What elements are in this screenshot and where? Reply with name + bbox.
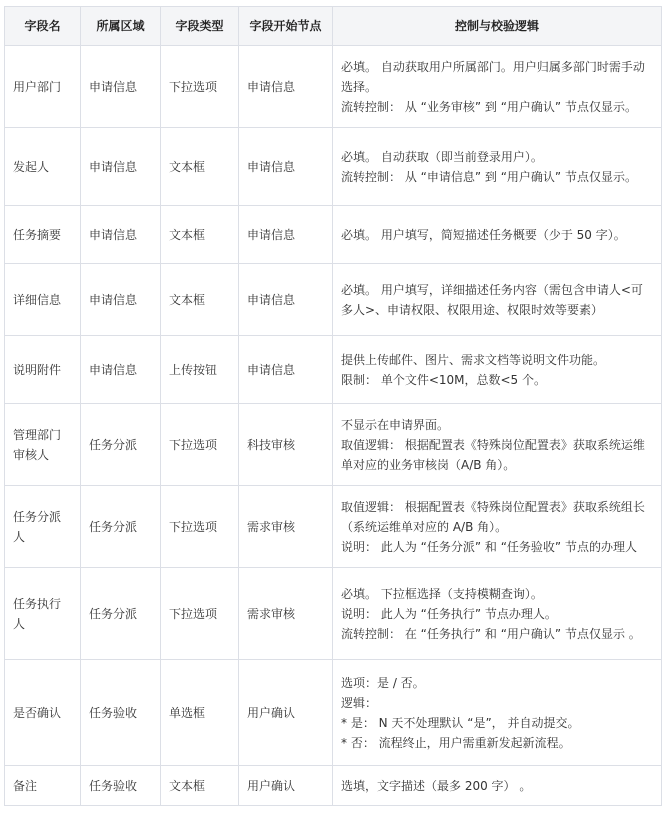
cell-start-node: 申请信息 bbox=[239, 206, 333, 264]
cell-area: 申请信息 bbox=[81, 264, 161, 336]
cell-field-name: 说明附件 bbox=[5, 336, 81, 404]
table-row bbox=[5, 568, 662, 660]
cell-start-node: 申请信息 bbox=[239, 46, 333, 128]
logic-line: 逻辑： bbox=[341, 695, 378, 710]
logic-line: 流转控制： 从 “业务审核” 到 “用户确认” 节点仅显示。 bbox=[341, 99, 637, 114]
cell-field-name: 用户部门 bbox=[5, 46, 81, 128]
cell-field-name: 是否确认 bbox=[5, 660, 81, 766]
header-field-type: 字段类型 bbox=[161, 7, 239, 46]
cell-field-name: 任务执行人 bbox=[5, 568, 81, 660]
field-spec-table-container bbox=[4, 6, 662, 806]
cell-field-name: 发起人 bbox=[5, 128, 81, 206]
table-row bbox=[5, 128, 662, 206]
logic-line: 说明： 此人为 “任务分派” 和 “任务验收” 节点的办理人 bbox=[341, 539, 637, 554]
cell-area: 任务验收 bbox=[81, 766, 161, 806]
logic-line: 流转控制： 在 “任务执行” 和 “用户确认” 节点仅显示 。 bbox=[341, 626, 641, 641]
cell-type: 下拉选项 bbox=[161, 568, 239, 660]
cell-type: 文本框 bbox=[161, 766, 239, 806]
header-row bbox=[5, 7, 662, 46]
logic-line: 选填，文字描述（最多 200 字） 。 bbox=[341, 778, 532, 793]
cell-area: 申请信息 bbox=[81, 336, 161, 404]
logic-line: 必填。 自动获取（即当前登录用户）。 bbox=[341, 149, 543, 164]
table-row bbox=[5, 660, 662, 766]
table-row bbox=[5, 206, 662, 264]
logic-line: 限制： 单个文件<10M，总数<5 个。 bbox=[341, 372, 546, 387]
cell-area: 任务分派 bbox=[81, 568, 161, 660]
logic-line: 流转控制： 从 “申请信息” 到 “用户确认” 节点仅显示。 bbox=[341, 169, 637, 184]
cell-start-node: 申请信息 bbox=[239, 336, 333, 404]
header-field-name: 字段名 bbox=[5, 7, 81, 46]
cell-type: 单选框 bbox=[161, 660, 239, 766]
table-row bbox=[5, 336, 662, 404]
logic-line: 必填。 用户填写，简短描述任务概要（少于 50 字）。 bbox=[341, 227, 626, 242]
logic-line: 说明： 此人为 “任务执行” 节点办理人。 bbox=[341, 606, 557, 621]
cell-field-name: 备注 bbox=[5, 766, 81, 806]
table-header bbox=[5, 7, 662, 46]
logic-line: 提供上传邮件、图片、需求文档等说明文件功能。 bbox=[341, 352, 606, 367]
cell-logic bbox=[333, 206, 662, 264]
cell-logic bbox=[333, 766, 662, 806]
cell-logic bbox=[333, 264, 662, 336]
cell-logic bbox=[333, 660, 662, 766]
cell-logic bbox=[333, 486, 662, 568]
logic-line: 必填。 用户填写，详细描述任务内容（需包含申请人<可多人>、申请权限、权限用途、权限时效等要素） bbox=[341, 282, 643, 317]
table-row bbox=[5, 46, 662, 128]
cell-area: 任务验收 bbox=[81, 660, 161, 766]
table-row bbox=[5, 404, 662, 486]
logic-line: 必填。 自动获取用户所属部门。用户归属多部门时需手动选择。 bbox=[341, 59, 645, 94]
cell-area: 任务分派 bbox=[81, 404, 161, 486]
cell-field-name: 详细信息 bbox=[5, 264, 81, 336]
cell-area: 申请信息 bbox=[81, 46, 161, 128]
header-area: 所属区域 bbox=[81, 7, 161, 46]
logic-line: 不显示在申请界面。 bbox=[341, 417, 450, 432]
cell-type: 文本框 bbox=[161, 128, 239, 206]
cell-field-name: 任务分派人 bbox=[5, 486, 81, 568]
cell-start-node: 申请信息 bbox=[239, 128, 333, 206]
cell-type: 下拉选项 bbox=[161, 46, 239, 128]
cell-logic bbox=[333, 128, 662, 206]
header-logic: 控制与校验逻辑 bbox=[333, 7, 662, 46]
cell-start-node: 科技审核 bbox=[239, 404, 333, 486]
cell-type: 上传按钮 bbox=[161, 336, 239, 404]
field-spec-table bbox=[4, 6, 662, 806]
table-row bbox=[5, 486, 662, 568]
cell-type: 文本框 bbox=[161, 264, 239, 336]
logic-line: 取值逻辑： 根据配置表《特殊岗位配置表》获取系统组长（系统运维单对应的 A/B 角）。 bbox=[341, 499, 645, 534]
cell-logic bbox=[333, 336, 662, 404]
cell-type: 下拉选项 bbox=[161, 404, 239, 486]
cell-start-node: 用户确认 bbox=[239, 766, 333, 806]
cell-logic bbox=[333, 404, 662, 486]
logic-line: 必填。 下拉框选择（支持模糊查询）。 bbox=[341, 586, 543, 601]
cell-type: 下拉选项 bbox=[161, 486, 239, 568]
cell-area: 申请信息 bbox=[81, 128, 161, 206]
logic-line: 取值逻辑： 根据配置表《特殊岗位配置表》获取系统运维单对应的业务审核岗（A/B 角）。 bbox=[341, 437, 645, 472]
logic-line: 选项：是 / 否。 bbox=[341, 675, 425, 690]
cell-start-node: 用户确认 bbox=[239, 660, 333, 766]
cell-start-node: 需求审核 bbox=[239, 568, 333, 660]
cell-start-node: 申请信息 bbox=[239, 264, 333, 336]
logic-line: * 否： 流程终止，用户需重新发起新流程。 bbox=[341, 735, 571, 750]
header-start-node: 字段开始节点 bbox=[239, 7, 333, 46]
cell-area: 申请信息 bbox=[81, 206, 161, 264]
table-body bbox=[5, 46, 662, 806]
cell-start-node: 需求审核 bbox=[239, 486, 333, 568]
cell-type: 文本框 bbox=[161, 206, 239, 264]
cell-field-name: 管理部门审核人 bbox=[5, 404, 81, 486]
table-row bbox=[5, 264, 662, 336]
logic-line: * 是： N 天不处理默认 “是”， 并自动提交。 bbox=[341, 715, 580, 730]
cell-logic bbox=[333, 46, 662, 128]
cell-area: 任务分派 bbox=[81, 486, 161, 568]
cell-logic bbox=[333, 568, 662, 660]
cell-field-name: 任务摘要 bbox=[5, 206, 81, 264]
table-row bbox=[5, 766, 662, 806]
